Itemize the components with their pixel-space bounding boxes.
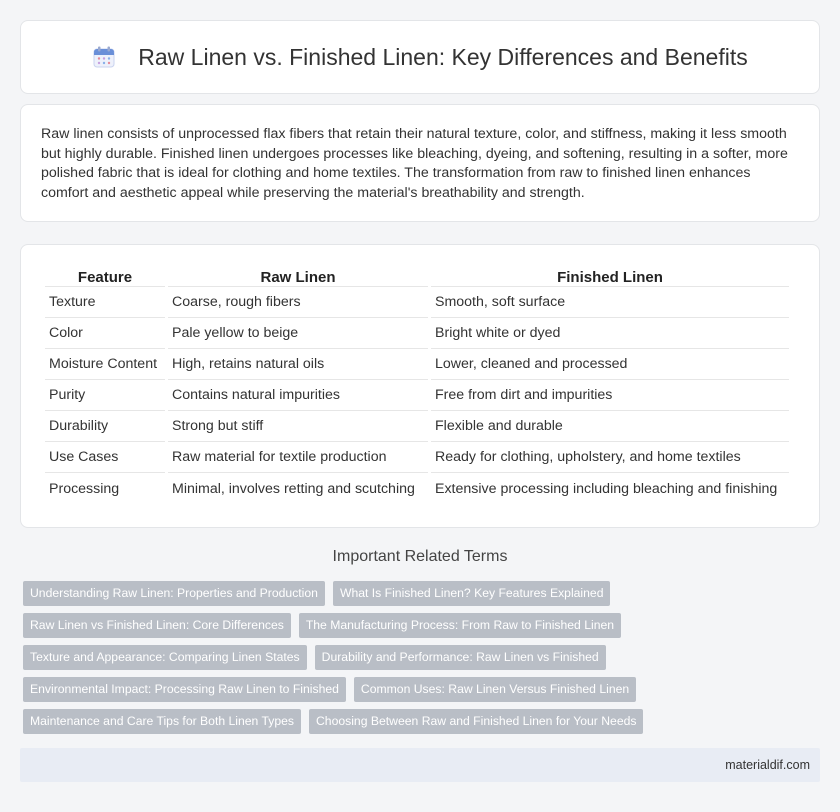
intro-paragraph: Raw linen consists of unprocessed flax fibers that retain their natural texture, color, and stiffness, making it less smooth but highly durable. Finished linen undergoes processes like bleaching, dyeing, and softening, resulting in a softer, more polished fabric that is ideal for clothing and home textiles. The transformation from raw to finished linen enhances comfort and aesthetic appeal while preserving the material's breathability and strength. [41,126,788,201]
table-cell: Raw material for textile production [168,442,428,473]
related-term-link[interactable]: Raw Linen vs Finished Linen: Core Differences [23,613,291,638]
related-term-link[interactable]: Common Uses: Raw Linen Versus Finished Linen [354,677,636,702]
tag-row [23,677,823,702]
table-cell: Free from dirt and impurities [431,380,789,411]
table-cell: Lower, cleaned and processed [431,349,789,380]
related-term-link[interactable]: The Manufacturing Process: From Raw to Finished Linen [299,613,621,638]
table-cell: Strong but stiff [168,411,428,442]
table-cell: Extensive processing including bleaching and finishing [435,480,778,497]
comparison-table [42,265,792,504]
comparison-table-card [20,244,820,528]
related-term-link[interactable]: Durability and Performance: Raw Linen vs Finished [315,645,606,670]
table-row [45,287,789,318]
table-row [45,442,789,473]
table-cell: High, retains natural oils [168,349,428,380]
table-cell: Contains natural impurities [168,380,428,411]
table-row [45,411,789,442]
tag-row [23,645,823,670]
table-cell: Smooth, soft surface [431,287,789,318]
table-cell: Moisture Content [45,349,165,380]
table-cell: Minimal, involves retting and scutching [172,480,415,497]
related-term-link[interactable]: Maintenance and Care Tips for Both Linen Types [23,709,301,734]
table-cell: Flexible and durable [431,411,789,442]
related-terms-heading: Important Related Terms [332,548,508,565]
table-cell: Purity [45,380,165,411]
table-cell: Texture [45,287,165,318]
tag-row [23,613,823,638]
related-terms-list [23,581,823,741]
table-cell: Bright white or dyed [431,318,789,349]
related-term-link[interactable]: Environmental Impact: Processing Raw Linen to Finished [23,677,346,702]
table-cell: Ready for clothing, upholstery, and home textiles [431,442,789,473]
table-cell: Use Cases [45,442,165,473]
table-row [45,380,789,411]
table-row [45,473,789,504]
footer [20,748,820,782]
table-header-raw-linen: Raw Linen [168,265,428,287]
table-cell: Coarse, rough fibers [168,287,428,318]
title-card [20,20,820,94]
intro-card [20,104,820,222]
table-header-feature: Feature [45,265,165,287]
table-header-row [45,265,789,287]
page-title: Raw Linen vs. Finished Linen: Key Differences and Benefits [138,43,748,70]
tag-row [23,709,823,734]
table-row [45,318,789,349]
tag-row [23,581,823,606]
table-cell: Durability [45,411,165,442]
related-term-link[interactable]: What Is Finished Linen? Key Features Explained [333,581,611,606]
table-cell: Color [45,318,165,349]
table-cell: Processing [49,480,120,497]
table-header-finished-linen: Finished Linen [431,265,789,287]
footer-site-link[interactable]: materialdif.com [725,758,810,772]
related-term-link[interactable]: Choosing Between Raw and Finished Linen for Your Needs [309,709,643,734]
table-cell: Pale yellow to beige [168,318,428,349]
calendar-icon [92,45,116,69]
related-term-link[interactable]: Understanding Raw Linen: Properties and Production [23,581,325,606]
table-row [45,349,789,380]
related-term-link[interactable]: Texture and Appearance: Comparing Linen States [23,645,307,670]
